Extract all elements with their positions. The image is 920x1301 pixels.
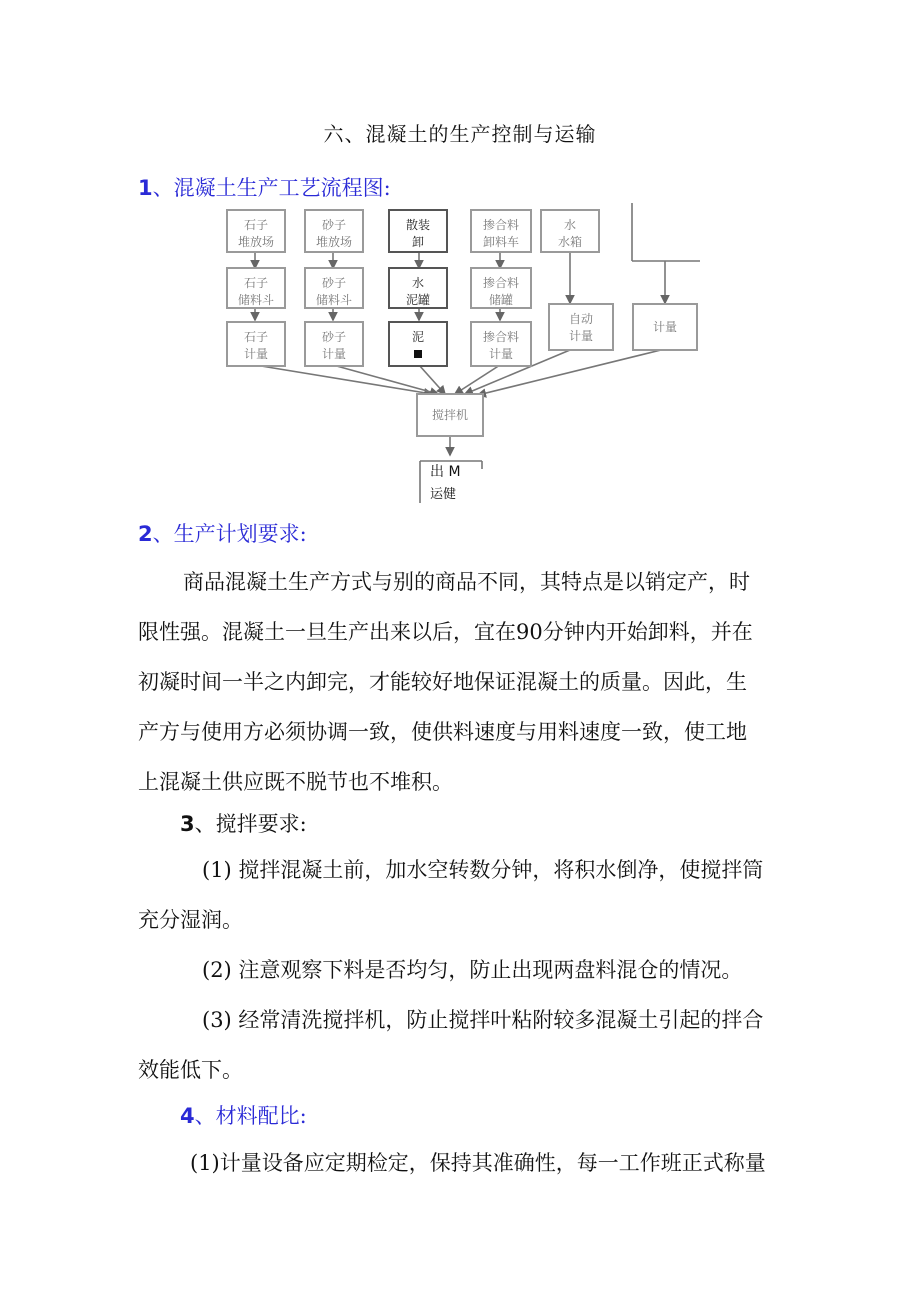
flow-box-cement-silo: 水 泥罐 <box>388 267 448 309</box>
flow-box-admix-tank: 掺合料 储罐 <box>470 267 532 309</box>
section-3-separator: 、 <box>194 812 216 836</box>
section-1-heading <box>138 172 391 202</box>
process-flowchart <box>220 203 700 503</box>
section-3-text: 搅拌要求: <box>215 812 307 836</box>
flow-box-shizi-yard: 石子 堆放场 <box>226 209 286 253</box>
section-1-separator: 、 <box>152 176 174 200</box>
flow-box-meter: 计量 <box>632 303 698 351</box>
flow-box-auto-meter: 自动 计量 <box>548 303 614 351</box>
paragraph-line: 上混凝土供应既不脱节也不堆积。 <box>138 770 453 794</box>
section-3-number: 3 <box>180 812 195 836</box>
section-2-separator: 、 <box>152 522 174 546</box>
cement-meter-square-icon <box>414 350 422 358</box>
paragraph-line: 限性强。混凝土一旦生产出来以后，宜在90分钟内开始卸料，并在 <box>138 620 753 644</box>
flow-box-shazi-meter: 砂子 计量 <box>304 321 364 367</box>
flow-box-admix-meter: 掺合料 计量 <box>470 321 532 367</box>
paragraph-line: 初凝时间一半之内卸完，才能较好地保证混凝土的质量。因此，生 <box>138 670 747 694</box>
section-1-text: 混凝土生产工艺流程图: <box>173 176 391 200</box>
section-3-list <box>138 845 788 1095</box>
paragraph-line: 产方与使用方必须协调一致，使供料速度与用料速度一致，使工地 <box>138 720 747 744</box>
section-4-content <box>138 1138 788 1188</box>
section-2-text: 生产计划要求: <box>173 522 307 546</box>
flow-box-water-tank: 水 水箱 <box>540 209 600 253</box>
list-item-1-cont: 充分湿润。 <box>138 908 243 932</box>
flowchart-arrows <box>220 203 700 503</box>
document-title: 六、混凝土的生产控制与运输 <box>323 122 597 146</box>
section-4-number: 4 <box>180 1104 195 1128</box>
section-4-text: 材料配比: <box>215 1104 307 1128</box>
section-4-heading <box>180 1100 307 1130</box>
flow-box-mixer: 搅拌机 <box>416 393 484 437</box>
flow-output-label: 出 M <box>430 464 461 480</box>
flow-box-cement-unload: 散装 卸 <box>388 209 448 253</box>
section-3-heading <box>180 808 307 838</box>
flow-box-shizi-hopper: 石子 储料斗 <box>226 267 286 309</box>
flow-box-cement-meter: 泥 <box>388 321 448 367</box>
flow-output-sublabel: 运健 <box>430 487 457 502</box>
section-2-number: 2 <box>138 522 153 546</box>
section-2-paragraph <box>138 557 788 807</box>
paragraph-line: 商品混凝土生产方式与别的商品不同，其特点是以销定产，时 <box>183 570 750 594</box>
section-1-number: 1 <box>138 176 153 200</box>
section-4-line: (1)计量设备应定期检定，保持其准确性，每一工作班正式称量 <box>190 1151 766 1175</box>
list-item-3-cont: 效能低下。 <box>138 1058 243 1082</box>
flow-box-shazi-hopper: 砂子 储料斗 <box>304 267 364 309</box>
flow-box-shizi-meter: 石子 计量 <box>226 321 286 367</box>
list-item-3: (3) 经常清洗搅拌机，防止搅拌叶粘附较多混凝土引起的拌合 <box>202 1008 764 1032</box>
flow-box-shazi-yard: 砂子 堆放场 <box>304 209 364 253</box>
list-item-1: (1) 搅拌混凝土前，加水空转数分钟，将积水倒净，使搅拌筒 <box>202 858 764 882</box>
section-2-heading <box>138 518 307 548</box>
section-4-separator: 、 <box>194 1104 216 1128</box>
list-item-2: (2) 注意观察下料是否均匀，防止出现两盘料混仓的情况。 <box>202 958 743 982</box>
flow-box-admix-truck: 掺合料 卸料车 <box>470 209 532 253</box>
